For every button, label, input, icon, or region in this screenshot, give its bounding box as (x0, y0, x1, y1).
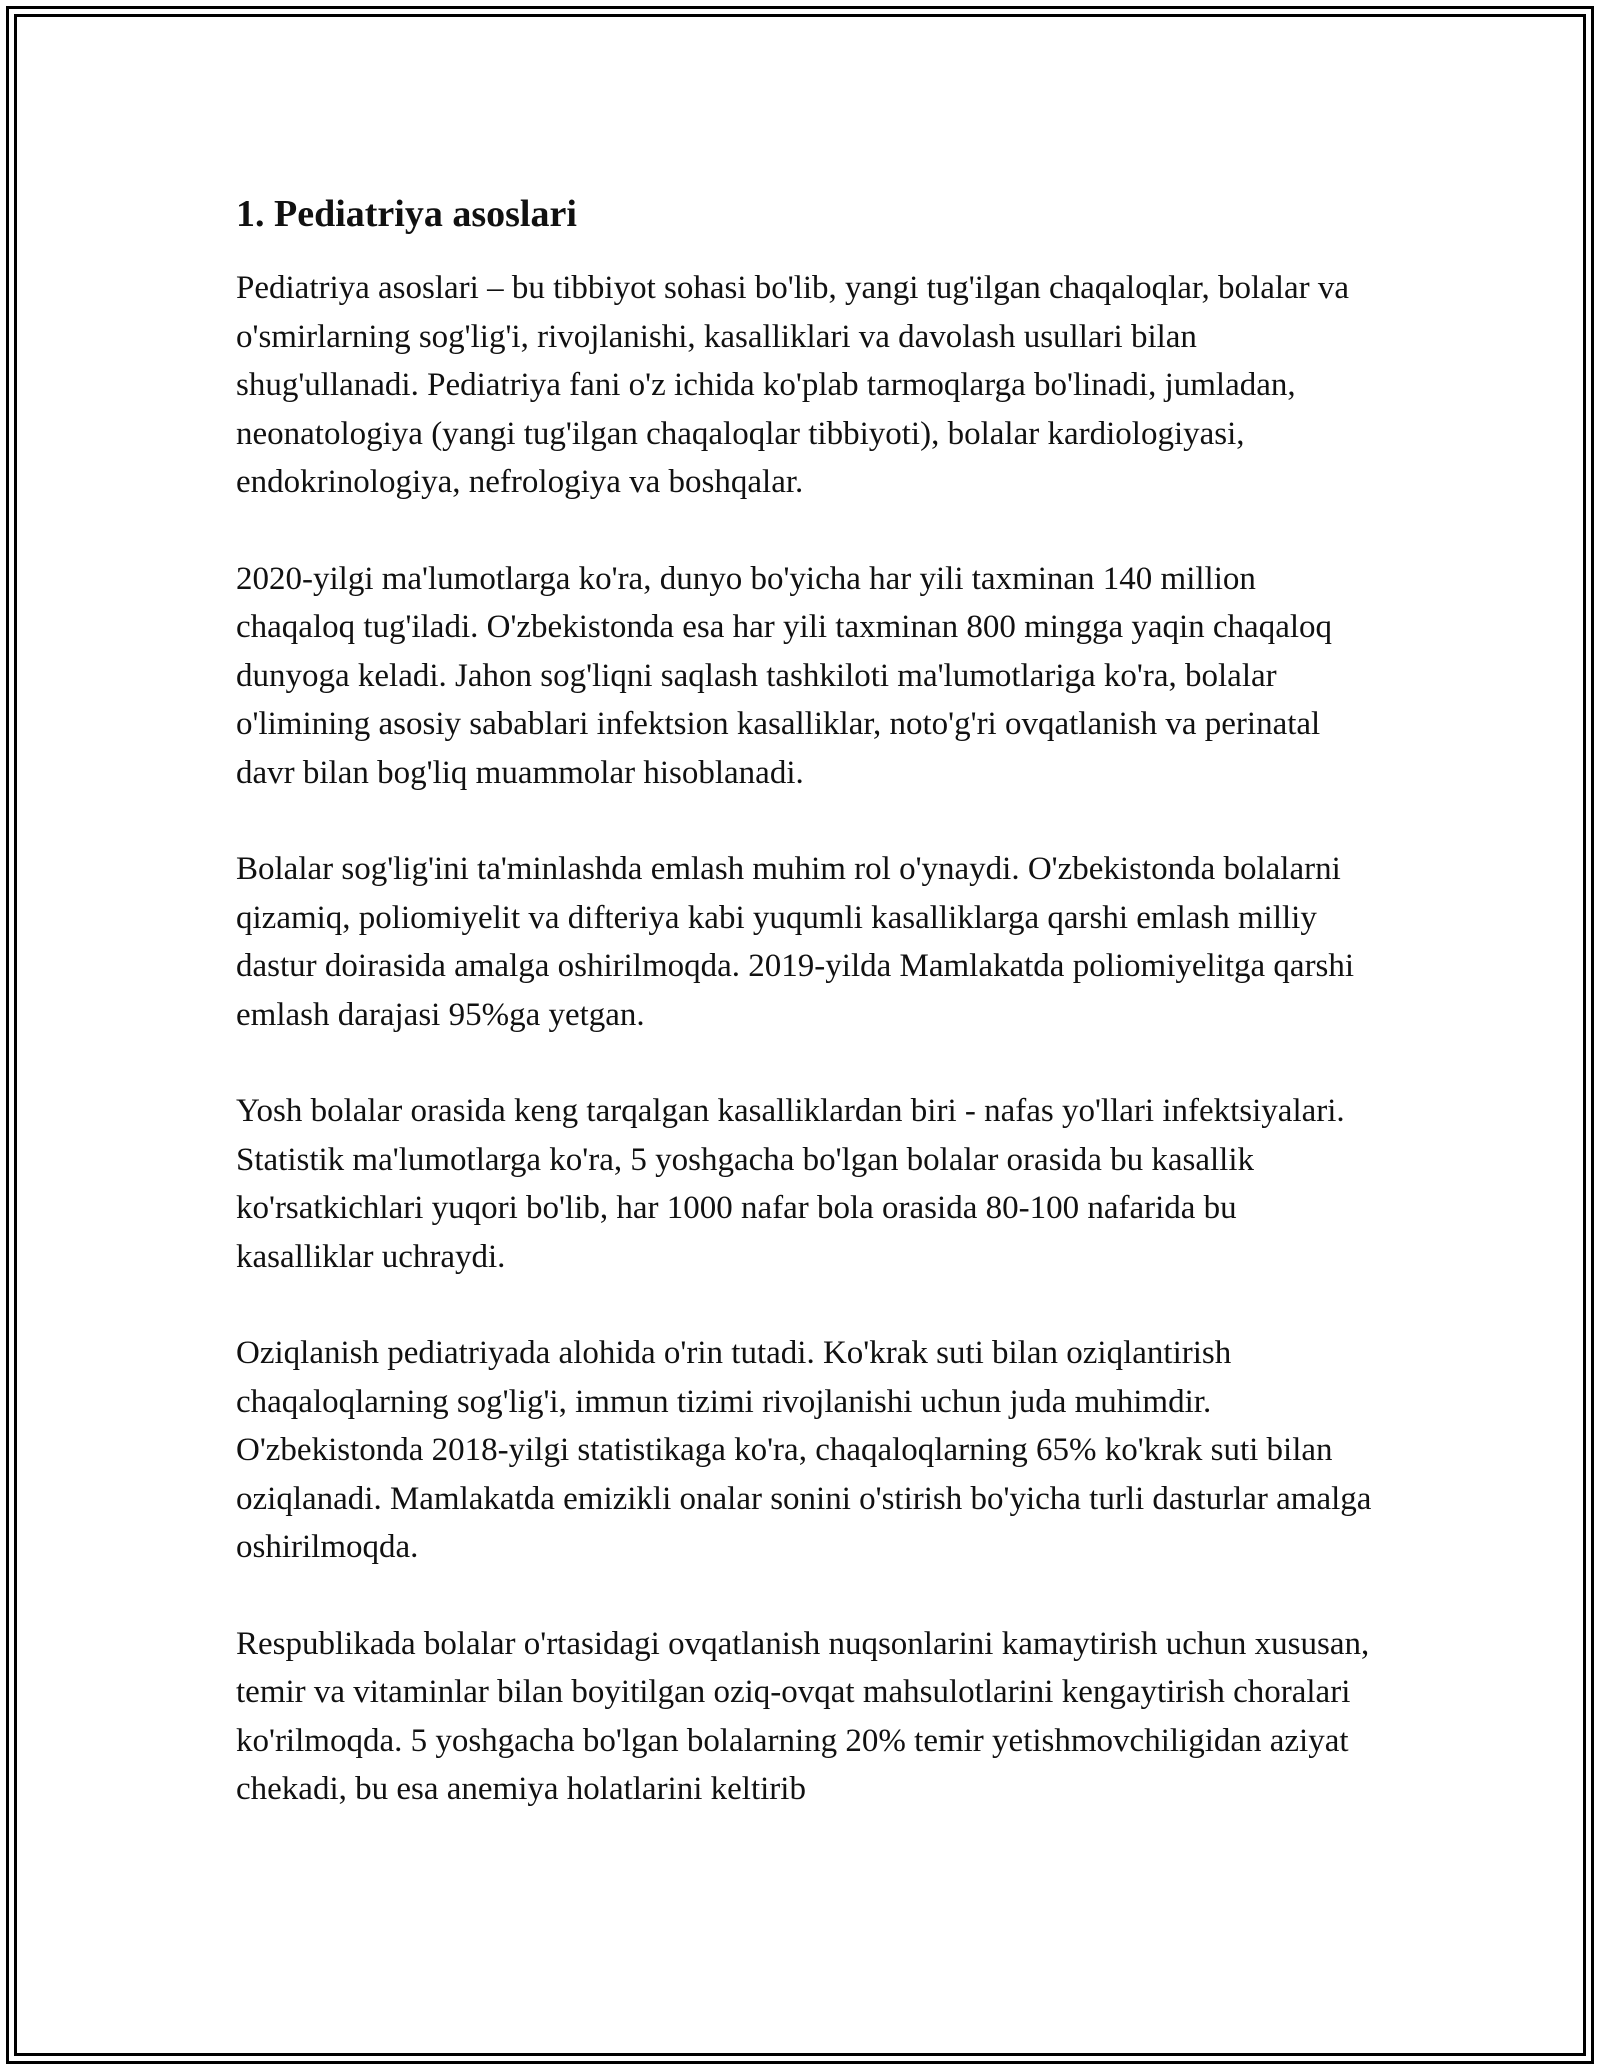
document-body (236, 190, 1376, 1862)
paragraph-nutrition-deficiency: Respublikada bolalar o'rtasidagi ovqatlanish nuqsonlarini kamaytirish uchun xususan, temir va vitaminlar bilan boyitilgan oziq-ovqat mahsulotlarini kengaytirish choralari ko'rilmoqda. 5 yoshgacha bo'lgan bolalarning 20% temir yetishmovchiligidan aziyat chekadi, bu esa anemiya holatlarini keltirib (236, 1625, 1370, 1807)
paragraph-birth-statistics: 2020-yilgi ma'lumotlarga ko'ra, dunyo bo'yicha har yili taxminan 140 million chaqaloq tug'iladi. O'zbekistonda esa har yili taxminan 800 mingga yaqin chaqaloq dunyoga keladi. Jahon sog'liqni saqlash tashkiloti ma'lumotlariga ko'ra, bolalar o'limining asosiy sabablari infektsion kasalliklar, noto'g'ri ovqatlanish va perinatal davr bilan bog'liq muammolar hisoblanadi. (236, 560, 1333, 791)
section-heading: 1. Pediatriya asoslari (236, 193, 577, 235)
paragraph-respiratory-infections: Yosh bolalar orasida keng tarqalgan kasalliklardan biri - nafas yo'llari infektsiyalari. Statistik ma'lumotlarga ko'ra, 5 yoshgacha bo'lgan bolalar orasida bu kasallik ko'rsatkichlari yuqori bo'lib, har 1000 nafar bola orasida 80-100 nafarida bu kasalliklar uchraydi. (236, 1093, 1345, 1275)
paragraph-vaccination: Bolalar sog'lig'ini ta'minlashda emlash muhim rol o'ynaydi. O'zbekistonda bolalarni qizamiq, poliomiyelit va difteriya kabi yuqumli kasalliklarga qarshi emlash milliy dastur doirasida amalga oshirilmoqda. 2019-yilda Mamlakatda poliomiyelitga qarshi emlash darajasi 95%ga yetgan. (236, 851, 1355, 1033)
paragraph-nutrition: Oziqlanish pediatriyada alohida o'rin tutadi. Ko'krak suti bilan oziqlantirish chaqaloqlarning sog'lig'i, immun tizimi rivojlanishi uchun juda muhimdir. O'zbekistonda 2018-yilgi statistikaga ko'ra, chaqaloqlarning 65% ko'krak suti bilan oziqlanadi. Mamlakatda emizikli onalar sonini o'stirish bo'yicha turli dasturlar amalga oshirilmoqda. (236, 1335, 1372, 1565)
paragraph-pediatrics-definition: Pediatriya asoslari – bu tibbiyot sohasi bo'lib, yangi tug'ilgan chaqaloqlar, bolalar va o'smirlarning sog'lig'i, rivojlanishi, kasalliklari va davolash usullari bilan shug'ullanadi. Pediatriya fani o'z ichida ko'plab tarmoqlarga bo'linadi, jumladan, neonatologiya (yangi tug'ilgan chaqaloqlar tibbiyoti), bolalar kardiologiyasi, endokrinologiya, nefrologiya va boshqalar. (236, 270, 1350, 500)
